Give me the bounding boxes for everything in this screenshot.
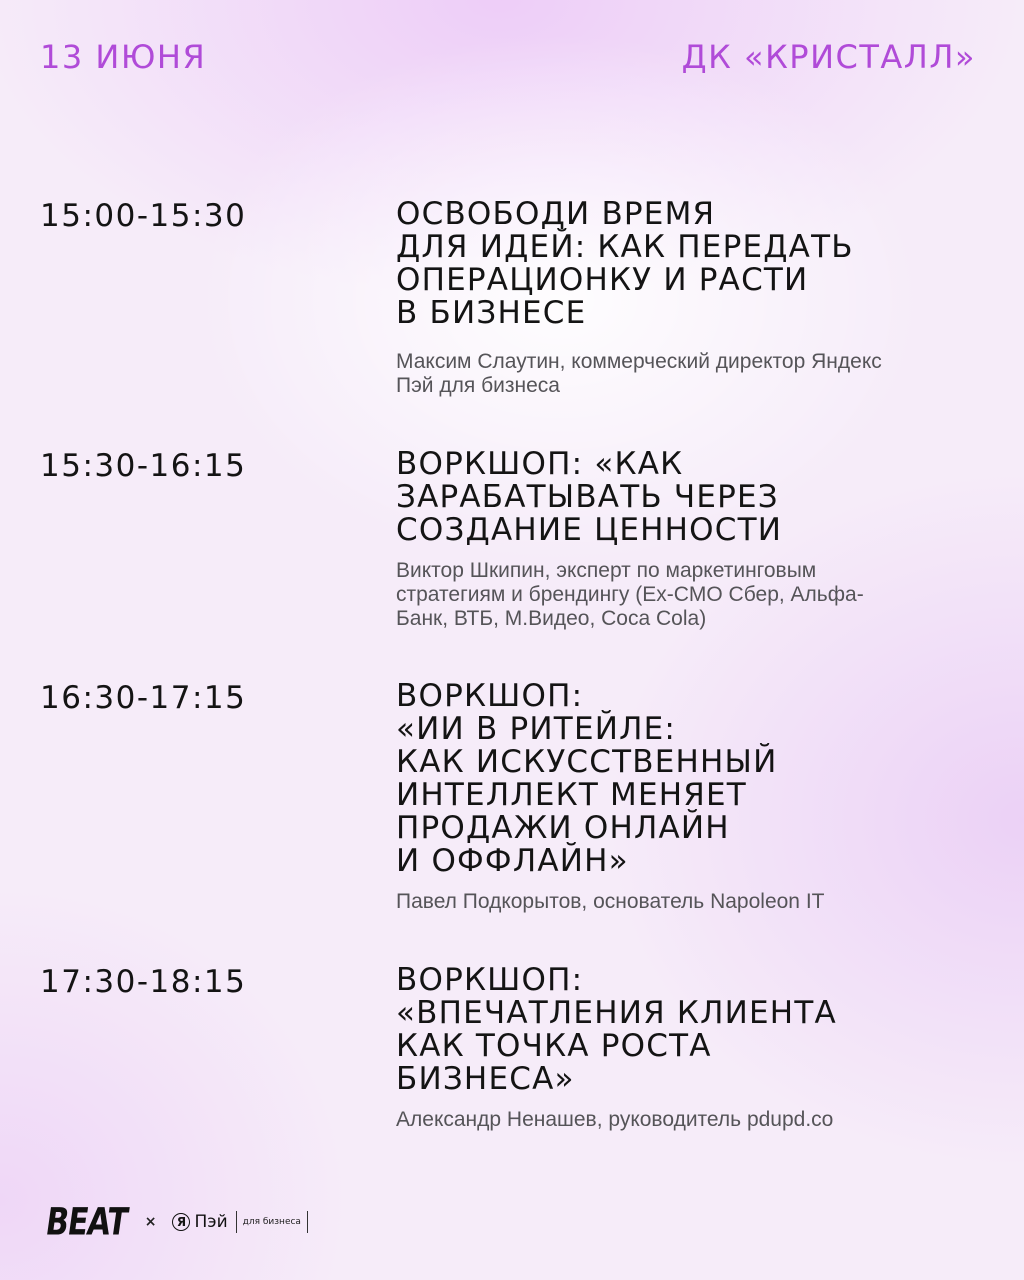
session-title-line: ДЛЯ ИДЕЙ: КАК ПЕРЕДАТЬ <box>396 229 854 265</box>
session-title-line: ОПЕРАЦИОНКУ И РАСТИ <box>396 262 809 298</box>
session-title <box>396 680 996 878</box>
session-time: 17:30-18:15 <box>40 964 247 1000</box>
event-date: 13 ИЮНЯ <box>40 38 207 76</box>
session-title-line: И ОФФЛАЙН» <box>396 843 629 879</box>
session-title-line: ЗАРАБАТЫВАТЬ ЧЕРЕЗ <box>396 479 779 515</box>
session-title-line: ВОРКШОП: <box>396 678 584 714</box>
logo-divider <box>307 1211 308 1233</box>
session-speaker <box>396 350 996 398</box>
times-separator: × <box>144 1214 157 1230</box>
session-content <box>396 448 996 631</box>
session-content <box>396 198 996 398</box>
speaker-line: Александр Ненашев, руководитель pdupd.co <box>396 1108 834 1131</box>
pay-logo-text: Пэй <box>194 1212 228 1232</box>
speaker-line: Виктор Шкипин, эксперт по маркетинговым <box>396 559 817 582</box>
session-title <box>396 448 996 547</box>
session-title-line: ПРОДАЖИ ОНЛАЙН <box>396 810 730 846</box>
logo-divider <box>236 1211 237 1233</box>
session-time: 15:00-15:30 <box>40 198 247 234</box>
session-speaker <box>396 1108 996 1132</box>
session-title-line: БИЗНЕСА» <box>396 1061 575 1097</box>
session-title-line: ОСВОБОДИ ВРЕМЯ <box>396 196 716 232</box>
session-title-line: «ИИ В РИТЕЙЛЕ: <box>396 711 677 747</box>
session-speaker <box>396 559 996 631</box>
session-title-line: СОЗДАНИЕ ЦЕННОСТИ <box>396 512 783 548</box>
footer-logos <box>42 1200 308 1244</box>
beat-logo: BEAT <box>42 1200 130 1244</box>
session-title-line: ИНТЕЛЛЕКТ МЕНЯЕТ <box>396 777 747 813</box>
session-title-line: КАК ТОЧКА РОСТА <box>396 1028 712 1064</box>
speaker-line: стратегиям и брендингу (Ex-CMO Сбер, Альфа- <box>396 583 864 606</box>
session-title-line: В БИЗНЕСЕ <box>396 295 587 331</box>
biz-label: для бизнеса <box>242 1217 301 1227</box>
speaker-line: Павел Подкорытов, основатель Napoleon IT <box>396 890 825 913</box>
speaker-line: Максим Слаутин, коммерческий директор Яндекс <box>396 350 882 373</box>
session-content <box>396 964 996 1132</box>
session-title-line: ВОРКШОП: «КАК <box>396 446 684 482</box>
speaker-line: Банк, ВТБ, М.Видео, Coca Cola) <box>396 607 707 630</box>
session-time: 16:30-17:15 <box>40 680 247 716</box>
session-title <box>396 964 996 1096</box>
speaker-line: Пэй для бизнеса <box>396 374 560 397</box>
session-content <box>396 680 996 914</box>
event-venue: ДК «КРИСТАЛЛ» <box>681 38 976 76</box>
session-title-line: ВОРКШОП: <box>396 962 584 998</box>
yandex-mark-icon: Я <box>172 1213 190 1231</box>
session-speaker <box>396 890 996 914</box>
session-title-line: «ВПЕЧАТЛЕНИЯ КЛИЕНТА <box>396 995 837 1031</box>
session-time: 15:30-16:15 <box>40 448 247 484</box>
session-title-line: КАК ИСКУССТВЕННЫЙ <box>396 744 778 780</box>
session-title <box>396 198 996 330</box>
